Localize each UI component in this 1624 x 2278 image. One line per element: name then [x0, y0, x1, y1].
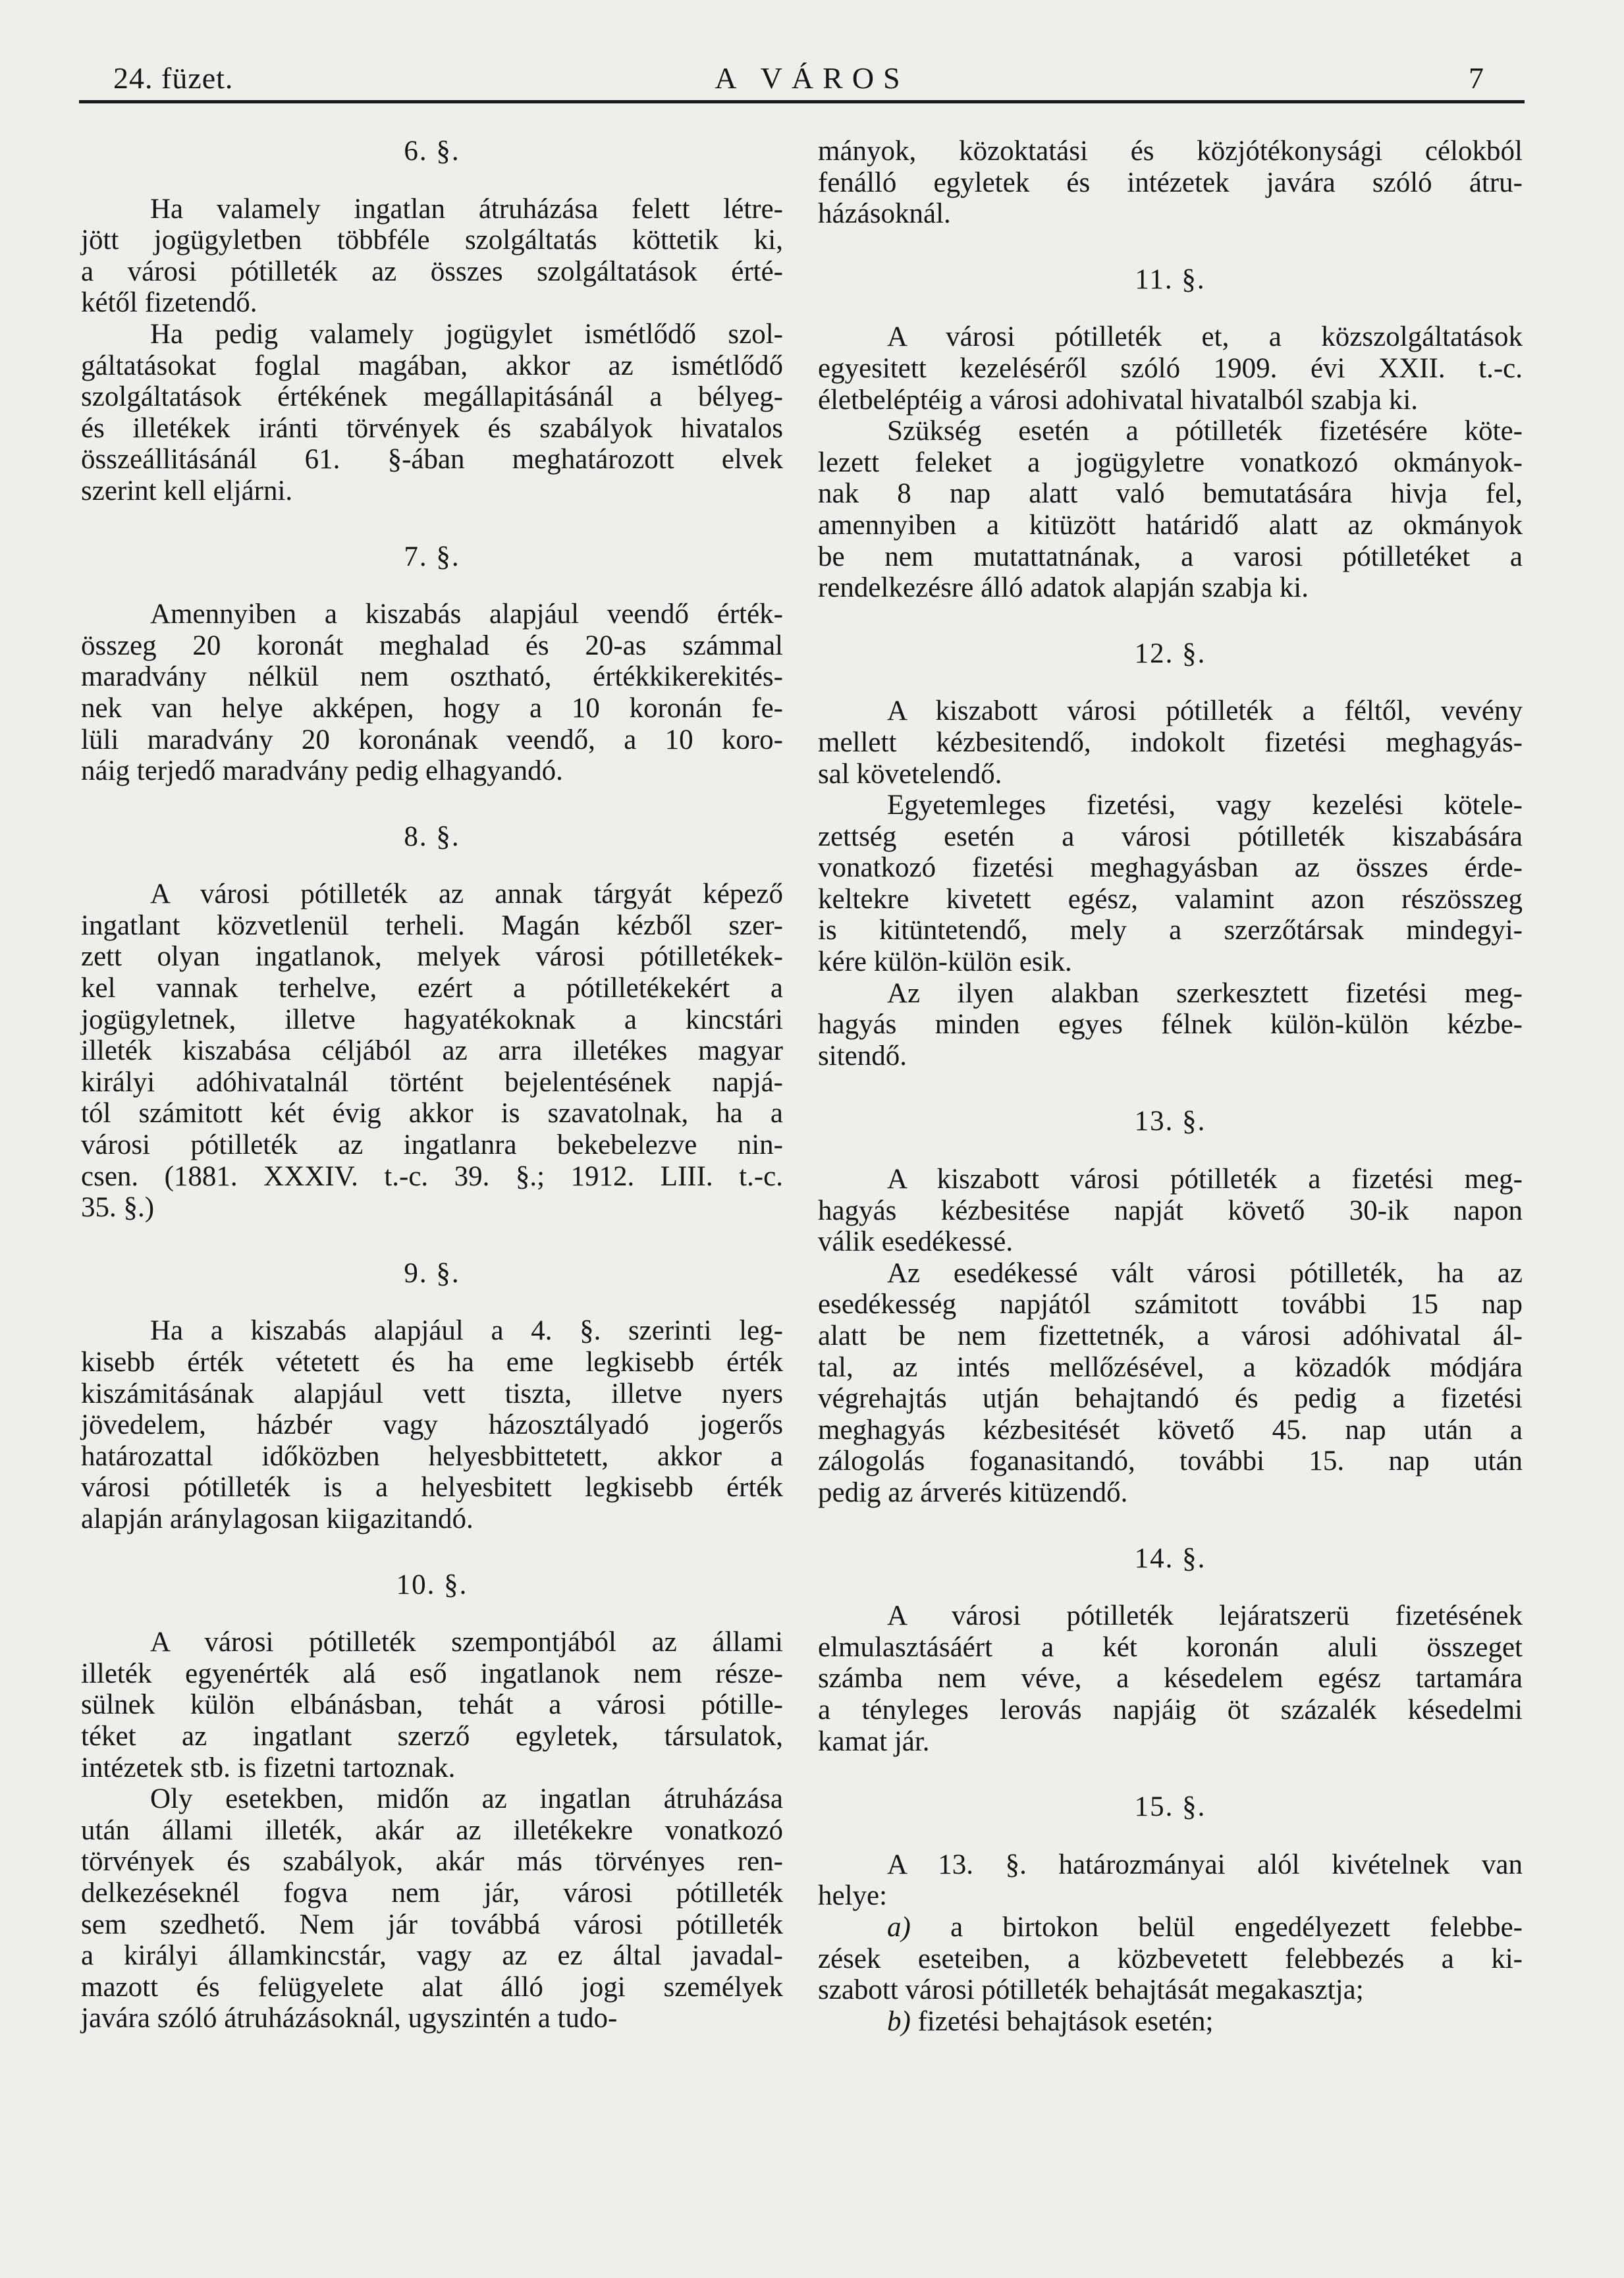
paragraph — [81, 319, 783, 507]
section-heading: 13. §. — [1134, 1106, 1206, 1137]
text-line: a városi pótilleték az összes szolgáltatások érté- — [81, 256, 783, 287]
text-line: és illetékek iránti törvények és szabályok hivatalos — [81, 412, 783, 444]
issue-number: 24. füzet. — [113, 61, 234, 95]
text-line: szabott városi pótilleték behajtását megakasztja; — [818, 1974, 1364, 2006]
text-line: amennyiben a kitüzött határidő alatt az okmányok — [818, 509, 1523, 541]
text-line: meghagyás kézbesitését követő 45. nap után a — [818, 1414, 1523, 1446]
paragraph — [81, 1783, 783, 2034]
text-line: végrehajtás utján behajtandó és pedig a fizetési — [818, 1383, 1523, 1415]
text-line: Ha pedig valamely jogügylet ismétlődő szol- — [150, 318, 783, 350]
text-line: javára szóló átruházásoknál, ugyszintén a tudo- — [81, 2003, 618, 2034]
text-line: életbeléptéig a városi adohivatal hivatalból szabja ki. — [818, 384, 1419, 416]
text-line: alatt be nem fizettetnék, a városi adóhivatal ál- — [818, 1320, 1523, 1351]
text-line: kel vannak terhelve, ezért a pótilletékekért a — [81, 973, 783, 1004]
section-heading: 15. §. — [1134, 1791, 1206, 1823]
text-line: határozattal időközben helyesbbittetett, akkor a — [81, 1440, 783, 1472]
text-line: hagyás kézbesitése napját követő 30-ik napon — [818, 1195, 1523, 1226]
section-heading: 12. §. — [1134, 637, 1206, 669]
section-heading: 7. §. — [404, 541, 460, 572]
text-line: tól számitott két évig akkor is szavatolnak, ha a — [81, 1098, 783, 1129]
text-line: fenálló egyletek és intézetek javára szóló átru- — [818, 167, 1523, 198]
paragraph — [818, 1258, 1523, 1509]
item-text: fizetési behajtások esetén; — [917, 2005, 1214, 2037]
text-line: delkezéseknél fogva nem jár, városi pótilleték — [81, 1877, 783, 1909]
paragraph — [818, 978, 1523, 1072]
text-line: tal, az intés mellőzésével, a közadók módjára — [818, 1351, 1523, 1383]
right-column — [818, 136, 1523, 2037]
text-line: királyi adóhivatalnál történt bejelentésének napjá- — [81, 1066, 783, 1098]
paragraph — [81, 599, 783, 787]
header-rule — [79, 100, 1525, 103]
item-text: a birtokon belül engedélyezett felebbe- — [950, 1911, 1523, 1943]
text-line: kére külön-külön esik. — [818, 946, 1072, 978]
section-heading: 10. §. — [396, 1569, 468, 1600]
text-line: városi pótilleték az ingatlanra bekebelezve nin- — [81, 1129, 783, 1161]
section-heading: 8. §. — [404, 821, 460, 852]
text-line: szerint kell eljárni. — [81, 475, 293, 506]
text-line: intézetek stb. is fizetni tartoznak. — [81, 1752, 456, 1783]
text-line: sal követelendő. — [818, 758, 1002, 790]
text-line: téket az ingatlant szerző egyletek, társulatok, — [81, 1720, 783, 1752]
text-line: kétől fizetendő. — [81, 287, 257, 319]
text-line: sülnek külön elbánásban, tehát a városi pótille- — [81, 1689, 783, 1721]
text-line: be nem mutattatnának, a varosi pótilletéket a — [818, 541, 1523, 572]
text-line: zett olyan ingatlanok, melyek városi pótilletékek- — [81, 941, 783, 973]
text-line: Az esedékessé vált városi pótilleték, ha az — [887, 1257, 1523, 1289]
paragraph — [818, 416, 1523, 604]
text-line: Ha valamely ingatlan átruházása felett létre- — [150, 193, 783, 225]
text-line: Ha a kiszabás alapjául a 4. §. szerinti leg- — [150, 1315, 783, 1347]
text-line: hagyás minden egyes félnek külön-külön kézbe- — [818, 1009, 1523, 1041]
text-line: gáltatásokat foglal magában, akkor az ismétlődő — [81, 350, 783, 381]
text-line: egyesitett kezeléséről szóló 1909. évi XXII. t.-c. — [818, 352, 1523, 384]
text-line: pedig az árverés kitüzendő. — [818, 1477, 1128, 1508]
list-item — [818, 1912, 1523, 2006]
paragraph — [818, 790, 1523, 978]
text-line: sitendő. — [818, 1040, 907, 1071]
text-line: illeték kiszabása céljából az arra illetékes magyar — [81, 1035, 783, 1067]
text-line — [818, 1912, 1523, 1943]
paragraph — [818, 695, 1523, 790]
text-line: A városi pótilleték szempontjából az állami — [150, 1627, 783, 1658]
text-line: mányok, közoktatási és közjótékonysági célokból — [818, 136, 1523, 167]
text-line: összeg 20 koronát meghalad és 20-as számmal — [81, 630, 783, 661]
text-line: nak 8 nap alatt való bemutatására hivja fel, — [818, 478, 1523, 510]
paragraph — [818, 1849, 1523, 1912]
text-line: A városi pótilleték et, a közszolgáltatások — [887, 321, 1523, 353]
text-line: Szükség esetén a pótilleték fizetésére köte- — [887, 416, 1523, 447]
text-line: alapján aránylagosan kiigazitandó. — [81, 1503, 474, 1534]
text-line: lezett feleket a jogügyletre vonatkozó okmányok- — [818, 447, 1523, 478]
text-line: jogügyletnek, illetve hagyatékoknak a kincstári — [81, 1004, 783, 1035]
text-line: házásoknál. — [818, 198, 951, 230]
text-line: csen. (1881. XXXIV. t.-c. 39. §.; 1912. LIII. t.-c. — [81, 1160, 783, 1192]
text-line: vonatkozó fizetési meghagyásban az összes érde- — [818, 852, 1523, 884]
text-line: zálogolás foganasitandó, további 15. nap után — [818, 1446, 1523, 1477]
text-line: után állami illeték, akár az illetékekre vonatkozó — [81, 1814, 783, 1846]
text-line: nek van helye akképen, hogy a 10 koronán fe- — [81, 692, 783, 724]
text-line: lüli maradvány 20 koronának veendő, a 10 koro- — [81, 724, 783, 755]
paragraph — [818, 1600, 1523, 1757]
text-line: A városi pótilleték lejáratszerü fizetésének — [887, 1600, 1523, 1632]
page-number: 7 — [1469, 61, 1484, 95]
text-line: városi pótilleték is a helyesbitett legkisebb érték — [81, 1472, 783, 1504]
text-line: A városi pótilleték az annak tárgyát képező — [150, 879, 783, 910]
section-heading: 14. §. — [1134, 1542, 1206, 1574]
text-line: elmulasztásáért a két koronán aluli összeget — [818, 1631, 1523, 1663]
text-line: a tényleges lerovás napjáig öt százalék késedelmi — [818, 1694, 1523, 1725]
paragraph — [81, 879, 783, 1224]
paragraph — [81, 1627, 783, 1783]
text-line: rendelkezésre álló adatok alapján szabja ki. — [818, 572, 1309, 604]
text-line: sem szedhető. Nem jár továbbá városi pótilleték — [81, 1909, 783, 1940]
text-line: szolgáltatások értékének megállapitásánál a bélyeg- — [81, 381, 783, 413]
text-line: 35. §.) — [81, 1192, 155, 1224]
section-heading: 11. §. — [1135, 263, 1206, 295]
text-line: kisebb érték vétetett és ha eme legkisebb érték — [81, 1347, 783, 1378]
paragraph — [81, 194, 783, 319]
text-line: A kiszabott városi pótilleték a fizetési meg- — [887, 1164, 1523, 1195]
text-line: is kitüntetendő, mely a szerzőtársak mindegyi- — [818, 915, 1523, 946]
paragraph — [818, 136, 1523, 230]
item-label: b) — [887, 2005, 911, 2037]
text-line: Egyetemleges fizetési, vagy kezelési kötele- — [887, 790, 1523, 821]
paragraph — [81, 1315, 783, 1534]
paragraph — [818, 321, 1523, 416]
text-line: mazott és felügyelete alat álló jogi személyek — [81, 1971, 783, 2003]
text-line: zettség esetén a városi pótilleték kiszabására — [818, 821, 1523, 852]
text-line: törvények és szabályok, akár más törvényes ren- — [81, 1846, 783, 1878]
item-label: a) — [887, 1911, 911, 1943]
section-heading: 9. §. — [404, 1257, 460, 1289]
text-line: Az ilyen alakban szerkesztett fizetési meg- — [887, 977, 1523, 1009]
text-line: esedékesség napjától számitott további 15 nap — [818, 1289, 1523, 1320]
text-line: helye: — [818, 1880, 888, 1912]
list-item — [818, 2006, 1523, 2038]
text-line: A kiszabott városi pótilleték a féltől, vevény — [887, 695, 1523, 727]
text-line: számba nem véve, a késedelem egész tartamára — [818, 1663, 1523, 1695]
text-line: illeték egyenérték alá eső ingatlanok nem része- — [81, 1658, 783, 1689]
text-line — [818, 2006, 1523, 2038]
text-line: kiszámitásának alapjául vett tiszta, illetve nyers — [81, 1378, 783, 1409]
text-line: Amennyiben a kiszabás alapjául veendő érték- — [150, 599, 783, 630]
text-line: kamat jár. — [818, 1725, 930, 1757]
text-line: A 13. §. határozmányai alól kivételnek van — [887, 1849, 1523, 1880]
text-line: keltekre kivetett egész, valamint azon részösszeg — [818, 883, 1523, 915]
text-line: maradvány nélkül nem osztható, értékkikerekités- — [81, 661, 783, 693]
paragraph — [818, 1164, 1523, 1258]
text-line: jövedelem, házbér vagy házosztályadó jogerős — [81, 1409, 783, 1441]
text-line: Oly esetekben, midőn az ingatlan átruházása — [150, 1783, 783, 1815]
text-line: válik esedékessé. — [818, 1226, 1014, 1258]
left-column — [81, 136, 783, 2034]
text-line: ingatlant közvetlenül terheli. Magán kézből szer- — [81, 909, 783, 941]
text-line: zések eseteiben, a közbevetett felebbezés a ki- — [818, 1943, 1523, 1974]
text-line: mellett kézbesitendő, indokolt fizetési meghagyás- — [818, 726, 1523, 758]
text-line: jött jogügyletben többféle szolgáltatás köttetik ki, — [81, 225, 783, 256]
section-heading: 6. §. — [404, 136, 460, 167]
text-line: a királyi államkincstár, vagy az ez által javadal- — [81, 1940, 783, 1972]
journal-title: A VÁROS — [715, 61, 909, 95]
text-line: összeállitásánál 61. §-ában meghatározott elvek — [81, 444, 783, 475]
text-line: náig terjedő maradvány pedig elhagyandó. — [81, 755, 563, 787]
